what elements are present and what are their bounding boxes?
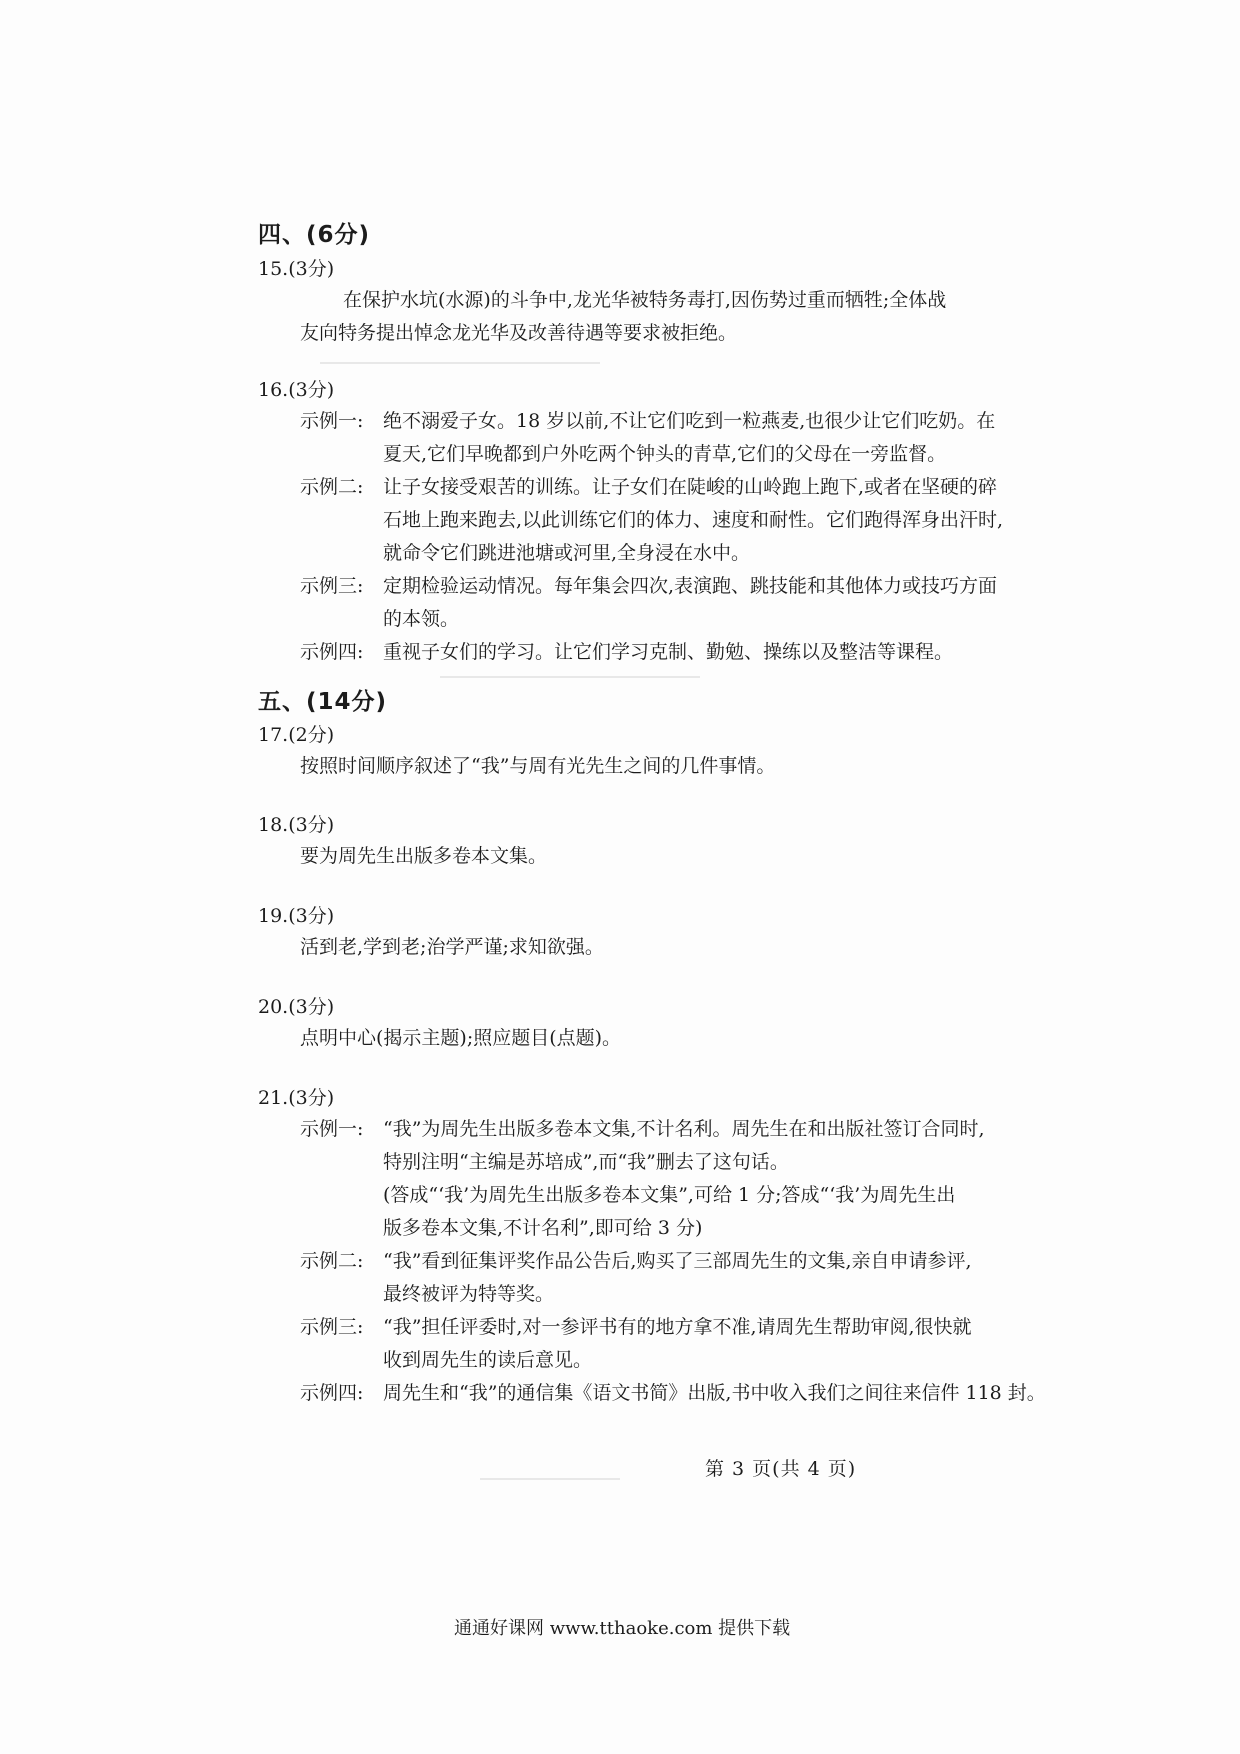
q16-example-4-label: 示例四: xyxy=(300,641,364,663)
q16-example-2-line-2: 石地上跑来跑去,以此训练它们的体力、速度和耐性。它们跑得浑身出汗时, xyxy=(383,509,1004,531)
q21-example-4-label: 示例四: xyxy=(300,1382,364,1404)
q16-example-1-line-1: 绝不溺爱子女。18 岁以前,不让它们吃到一粒燕麦,也很少让它们吃奶。在 xyxy=(383,410,996,432)
question-16-number: 16.(3分) xyxy=(258,379,335,401)
q21-example-2-line-2: 最终被评为特等奖。 xyxy=(383,1283,555,1305)
q21-example-1-line-1: “我”为周先生出版多卷本文集,不计名利。周先生在和出版社签订合同时, xyxy=(383,1118,985,1140)
q21-example-3-label: 示例三: xyxy=(300,1316,364,1338)
q16-example-3-label: 示例三: xyxy=(300,575,364,597)
q16-example-2-line-1: 让子女接受艰苦的训练。让子女们在陡峻的山岭跑上跑下,或者在坚硬的碎 xyxy=(383,476,998,498)
q16-example-2-line-3: 就命令它们跳进池塘或河里,全身浸在水中。 xyxy=(383,542,751,564)
q21-scoring-note-line-2: 版多卷本文集,不计名利”,即可给 3 分) xyxy=(383,1217,703,1239)
q21-example-4-line-1: 周先生和“我”的通信集《语文书简》出版,书中收入我们之间往来信件 118 封。 xyxy=(383,1382,1046,1404)
question-18-number: 18.(3分) xyxy=(258,814,335,836)
q16-example-3-line-1: 定期检验运动情况。每年集会四次,表演跑、跳技能和其他体力或技巧方面 xyxy=(383,575,998,597)
scan-smudge xyxy=(320,362,600,364)
scan-smudge xyxy=(480,1478,620,1480)
q21-example-1-label: 示例一: xyxy=(300,1118,364,1140)
q16-example-1-label: 示例一: xyxy=(300,410,364,432)
q18-answer: 要为周先生出版多卷本文集。 xyxy=(300,845,548,867)
q15-answer-line-2: 友向特务提出悼念龙光华及改善待遇等要求被拒绝。 xyxy=(300,322,738,344)
q21-example-1-line-2: 特别注明“主编是苏培成”,而“我”删去了这句话。 xyxy=(383,1151,789,1173)
q17-answer: 按照时间顺序叙述了“我”与周有光先生之间的几件事情。 xyxy=(300,755,776,777)
q21-example-3-line-1: “我”担任评委时,对一参评书有的地方拿不准,请周先生帮助审阅,很快就 xyxy=(383,1316,972,1338)
site-watermark: 通通好课网 www.tthaoke.com 提供下载 xyxy=(454,1618,791,1639)
question-21-number: 21.(3分) xyxy=(258,1087,335,1109)
q21-scoring-note-line-1: (答成“‘我’为周先生出版多卷本文集”,可给 1 分;答成“‘我’为周先生出 xyxy=(383,1184,956,1206)
q16-example-4-line-1: 重视子女们的学习。让它们学习克制、勤勉、操练以及整洁等课程。 xyxy=(383,641,954,663)
page-number-footer: 第 3 页(共 4 页) xyxy=(705,1458,857,1480)
q16-example-1-line-2: 夏天,它们早晚都到户外吃两个钟头的青草,它们的父母在一旁监督。 xyxy=(383,443,947,465)
section-4-title: 四、(6分) xyxy=(258,222,371,248)
q16-example-2-label: 示例二: xyxy=(300,476,364,498)
question-15-number: 15.(3分) xyxy=(258,258,335,280)
q20-answer: 点明中心(揭示主题);照应题目(点题)。 xyxy=(300,1027,622,1049)
question-20-number: 20.(3分) xyxy=(258,996,335,1018)
q21-example-2-line-1: “我”看到征集评奖作品公告后,购买了三部周先生的文集,亲自申请参评, xyxy=(383,1250,972,1272)
q19-answer: 活到老,学到老;治学严谨;求知欲强。 xyxy=(300,936,604,958)
q15-answer-line-1: 在保护水坑(水源)的斗争中,龙光华被特务毒打,因伤势过重而牺牲;全体战 xyxy=(343,289,947,311)
q16-example-3-line-2: 的本领。 xyxy=(383,608,460,630)
scan-smudge xyxy=(440,676,700,678)
question-17-number: 17.(2分) xyxy=(258,724,335,746)
q21-example-3-line-2: 收到周先生的读后意见。 xyxy=(383,1349,593,1371)
section-5-title: 五、(14分) xyxy=(258,689,388,715)
q21-example-2-label: 示例二: xyxy=(300,1250,364,1272)
question-19-number: 19.(3分) xyxy=(258,905,335,927)
